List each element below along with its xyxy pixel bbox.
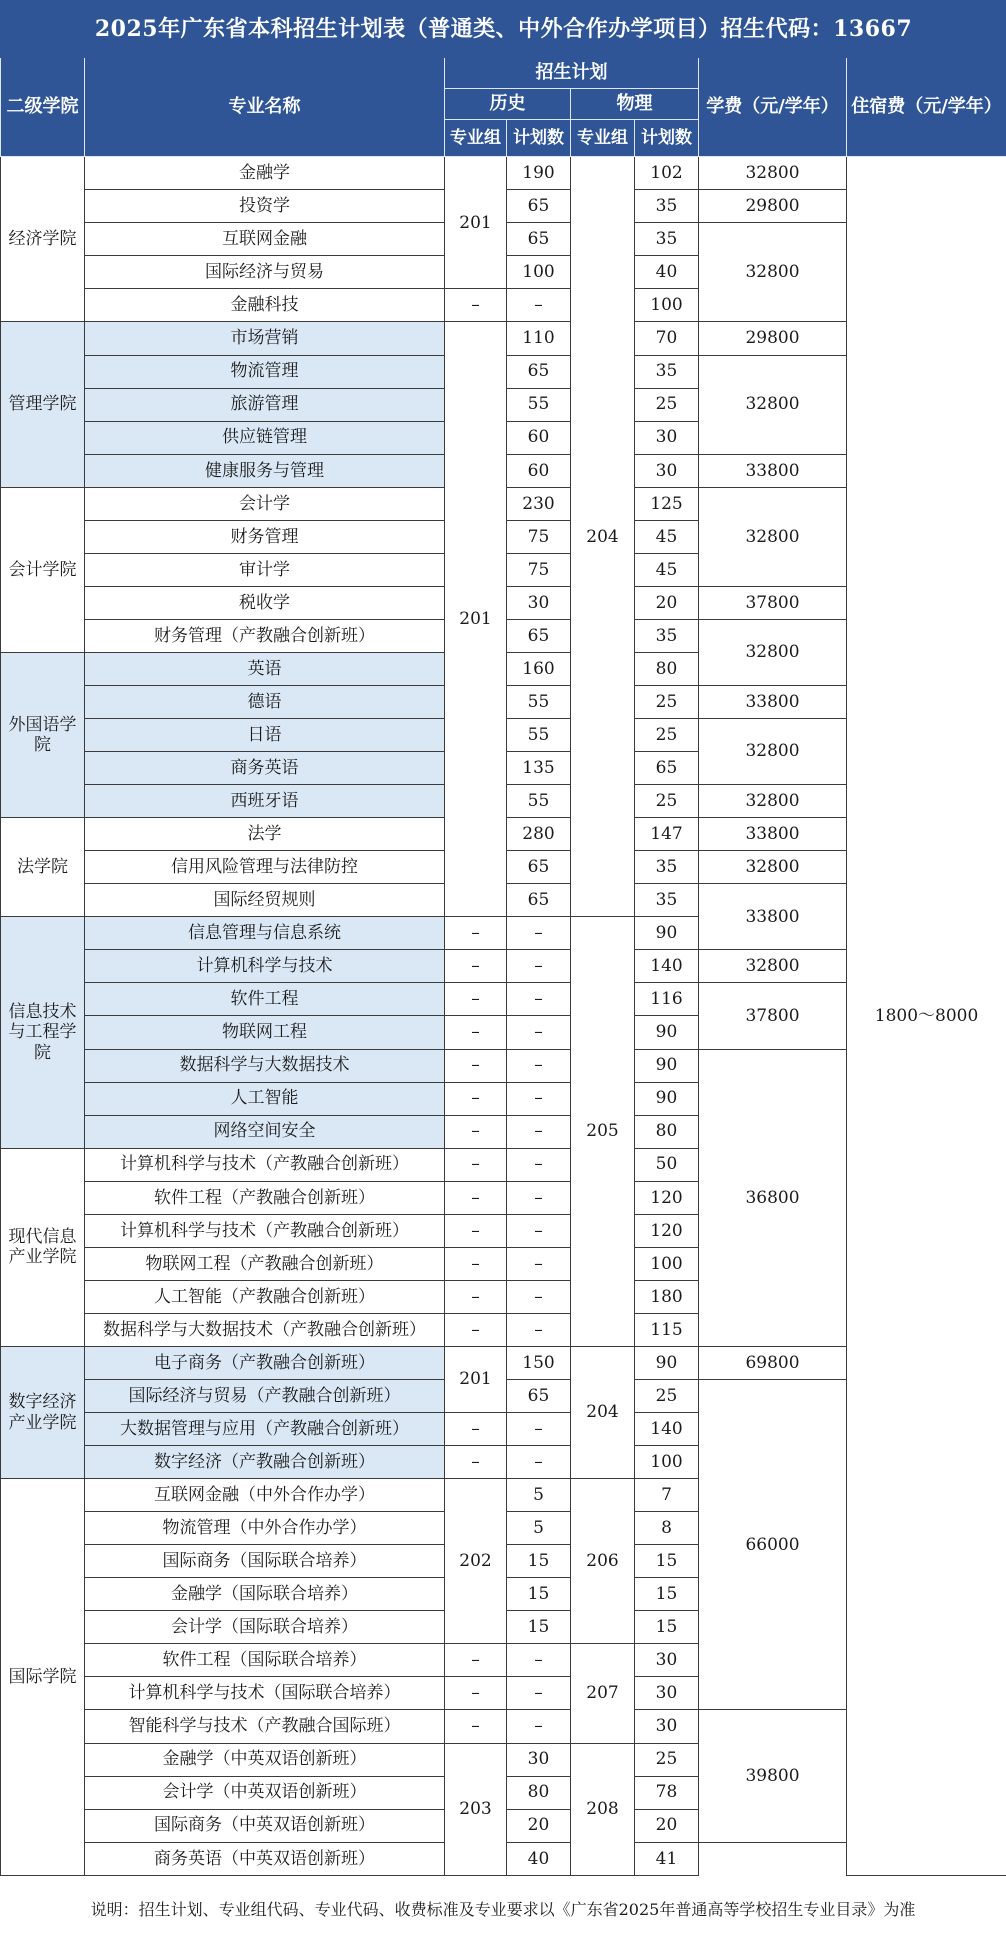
college-name: 经济学院 [1,157,85,322]
major-name: 市场营销 [85,322,445,355]
history-count: 135 [507,752,571,785]
physics-count: 35 [635,190,699,223]
header-lodging: 住宿费（元/学年） [847,58,1006,157]
history-count: 65 [507,190,571,223]
history-group: – [445,1677,507,1710]
history-group: – [445,950,507,983]
history-count: – [507,1313,571,1346]
major-name: 计算机科学与技术 [85,950,445,983]
major-name: 智能科学与技术（产教融合国际班） [85,1710,445,1743]
physics-count: 35 [635,619,699,652]
physics-count: 25 [635,785,699,818]
history-count: – [507,1181,571,1214]
history-group: – [445,1644,507,1677]
header-tuition: 学费（元/学年） [699,58,847,157]
history-group: – [445,1446,507,1479]
major-name: 金融学 [85,157,445,190]
physics-count: 15 [635,1611,699,1644]
tuition-fee: 33800 [699,454,847,487]
history-count: 55 [507,785,571,818]
history-group: – [445,917,507,950]
major-name: 金融学（国际联合培养） [85,1578,445,1611]
physics-count: 100 [635,289,699,322]
physics-count: 35 [635,884,699,917]
history-count: 15 [507,1545,571,1578]
history-group: 201 [445,1346,507,1412]
major-name: 国际经济与贸易（产教融合创新班） [85,1379,445,1412]
physics-count: 25 [635,388,699,421]
college-name: 国际学院 [1,1479,85,1876]
lodging-fee: 1800～8000 [847,157,1006,1876]
physics-count: 80 [635,652,699,685]
tuition-fee: 37800 [699,586,847,619]
tuition-fee: 32800 [699,487,847,586]
major-name: 信用风险管理与法律防控 [85,851,445,884]
physics-count: 100 [635,1446,699,1479]
physics-group: 207 [571,1644,635,1743]
history-group: – [445,1710,507,1743]
physics-count: 90 [635,917,699,950]
physics-count: 20 [635,586,699,619]
history-group: – [445,1214,507,1247]
physics-count: 35 [635,223,699,256]
physics-count: 30 [635,1644,699,1677]
major-name: 国际经济与贸易 [85,256,445,289]
physics-group: 204 [571,1346,635,1478]
history-count: – [507,1644,571,1677]
history-count: 110 [507,322,571,355]
tuition-fee: 39800 [699,1710,847,1842]
physics-count: 115 [635,1313,699,1346]
history-group: – [445,1280,507,1313]
major-name: 商务英语 [85,752,445,785]
physics-count: 25 [635,686,699,719]
header-major: 专业名称 [85,58,445,157]
major-name: 国际商务（中英双语创新班） [85,1809,445,1842]
physics-count: 90 [635,1016,699,1049]
physics-count: 30 [635,454,699,487]
history-count: 15 [507,1578,571,1611]
major-name: 健康服务与管理 [85,454,445,487]
history-group: 203 [445,1743,507,1876]
major-name: 人工智能（产教融合创新班） [85,1280,445,1313]
history-count: 150 [507,1346,571,1379]
history-count: – [507,1082,571,1115]
tuition-fee: 32800 [699,355,847,454]
physics-count: 140 [635,1413,699,1446]
physics-count: 147 [635,818,699,851]
physics-count: 30 [635,1710,699,1743]
history-group: – [445,1413,507,1446]
tuition-fee: 37800 [699,983,847,1049]
history-count: – [507,1677,571,1710]
header-history-count: 计划数 [507,120,571,157]
history-count: 65 [507,884,571,917]
major-name: 物联网工程 [85,1016,445,1049]
major-name: 软件工程（国际联合培养） [85,1644,445,1677]
major-name: 西班牙语 [85,785,445,818]
history-count: 55 [507,686,571,719]
history-count: – [507,1413,571,1446]
major-name: 大数据管理与应用（产教融合创新班） [85,1413,445,1446]
college-name: 现代信息产业学院 [1,1148,85,1346]
history-count: 30 [507,586,571,619]
history-count: 75 [507,520,571,553]
college-name: 会计学院 [1,487,85,652]
major-name: 计算机科学与技术（产教融合创新班） [85,1148,445,1181]
physics-count: 45 [635,520,699,553]
physics-count: 90 [635,1346,699,1379]
history-group: – [445,1313,507,1346]
college-name: 管理学院 [1,322,85,487]
header-physics: 物理 [571,89,699,120]
major-name: 会计学 [85,487,445,520]
college-name: 信息技术与工程学院 [1,917,85,1148]
physics-group: 205 [571,917,635,1347]
history-count: – [507,1115,571,1148]
physics-count: 45 [635,553,699,586]
history-count: 75 [507,553,571,586]
major-name: 数据科学与大数据技术（产教融合创新班） [85,1313,445,1346]
history-count: – [507,289,571,322]
history-count: 80 [507,1776,571,1809]
history-count: – [507,917,571,950]
major-name: 法学 [85,818,445,851]
tuition-fee: 32800 [699,950,847,983]
tuition-fee: 29800 [699,190,847,223]
tuition-fee: 32800 [699,785,847,818]
tuition-fee: 32800 [699,157,847,190]
physics-count: 40 [635,256,699,289]
table-title: 2025年广东省本科招生计划表（普通类、中外合作办学项目）招生代码：13667 [1,1,1006,58]
major-name: 计算机科学与技术（产教融合创新班） [85,1214,445,1247]
physics-count: 30 [635,1677,699,1710]
tuition-fee: 33800 [699,686,847,719]
header-physics-count: 计划数 [635,120,699,157]
tuition-fee: 33800 [699,818,847,851]
tuition-fee: 29800 [699,322,847,355]
history-count: – [507,1214,571,1247]
physics-count: 15 [635,1578,699,1611]
history-count: 230 [507,487,571,520]
history-count: 160 [507,652,571,685]
header-history-group: 专业组 [445,120,507,157]
college-name: 外国语学院 [1,652,85,817]
major-name: 数字经济（产教融合创新班） [85,1446,445,1479]
history-count: 60 [507,454,571,487]
major-name: 财务管理（产教融合创新班） [85,619,445,652]
major-name: 网络空间安全 [85,1115,445,1148]
physics-count: 15 [635,1545,699,1578]
history-group: – [445,1115,507,1148]
physics-count: 20 [635,1809,699,1842]
history-count: 30 [507,1743,571,1776]
major-name: 信息管理与信息系统 [85,917,445,950]
history-count: 15 [507,1611,571,1644]
physics-count: 125 [635,487,699,520]
physics-count: 140 [635,950,699,983]
major-name: 国际商务（国际联合培养） [85,1545,445,1578]
history-count: 55 [507,388,571,421]
history-group: 201 [445,322,507,917]
history-group: – [445,1247,507,1280]
table-row [1,157,1006,190]
physics-count: 8 [635,1512,699,1545]
major-name: 互联网金融（中外合作办学） [85,1479,445,1512]
major-name: 数据科学与大数据技术 [85,1049,445,1082]
major-name: 金融科技 [85,289,445,322]
college-name: 法学院 [1,818,85,917]
physics-count: 65 [635,752,699,785]
history-count: 65 [507,1379,571,1412]
major-name: 供应链管理 [85,421,445,454]
major-name: 日语 [85,719,445,752]
major-name: 物联网工程（产教融合创新班） [85,1247,445,1280]
history-count: 40 [507,1842,571,1875]
major-name: 国际经贸规则 [85,884,445,917]
major-name: 审计学 [85,553,445,586]
tuition-fee: 36800 [699,1049,847,1346]
history-count: – [507,1148,571,1181]
physics-count: 50 [635,1148,699,1181]
major-name: 互联网金融 [85,223,445,256]
physics-count: 35 [635,355,699,388]
history-count: 280 [507,818,571,851]
history-count: – [507,1247,571,1280]
major-name: 电子商务（产教融合创新班） [85,1346,445,1379]
physics-count: 7 [635,1479,699,1512]
physics-group: 208 [571,1743,635,1876]
history-group: – [445,1016,507,1049]
history-count: 5 [507,1479,571,1512]
major-name: 软件工程（产教融合创新班） [85,1181,445,1214]
history-count: 100 [507,256,571,289]
major-name: 人工智能 [85,1082,445,1115]
major-name: 计算机科学与技术（国际联合培养） [85,1677,445,1710]
college-name: 数字经济产业学院 [1,1346,85,1478]
major-name: 物流管理 [85,355,445,388]
history-count: 190 [507,157,571,190]
physics-count: 25 [635,1379,699,1412]
history-count: – [507,1280,571,1313]
footnote: 说明：招生计划、专业组代码、专业代码、收费标准及专业要求以《广东省2025年普通高等学校招生专业目录》为准 [90,1899,916,1919]
physics-count: 120 [635,1181,699,1214]
physics-count: 70 [635,322,699,355]
major-name: 软件工程 [85,983,445,1016]
physics-count: 25 [635,719,699,752]
physics-count: 120 [635,1214,699,1247]
tuition-fee: 32800 [699,851,847,884]
history-group: 202 [445,1479,507,1644]
major-name: 会计学（中英双语创新班） [85,1776,445,1809]
history-group: 201 [445,157,507,289]
major-name: 税收学 [85,586,445,619]
major-name: 德语 [85,686,445,719]
history-count: – [507,1446,571,1479]
tuition-fee: 32800 [699,619,847,685]
major-name: 旅游管理 [85,388,445,421]
history-count: – [507,1016,571,1049]
history-count: – [507,1710,571,1743]
history-count: 20 [507,1809,571,1842]
header-physics-group: 专业组 [571,120,635,157]
history-count: – [507,983,571,1016]
history-count: 55 [507,719,571,752]
physics-count: 102 [635,157,699,190]
physics-count: 180 [635,1280,699,1313]
physics-count: 78 [635,1776,699,1809]
physics-count: 90 [635,1049,699,1082]
history-group: – [445,1082,507,1115]
history-count: 65 [507,355,571,388]
physics-group: 204 [571,157,635,917]
history-count: 60 [507,421,571,454]
major-name: 会计学（国际联合培养） [85,1611,445,1644]
header-plan: 招生计划 [445,58,699,89]
history-group: – [445,983,507,1016]
history-group: – [445,1049,507,1082]
tuition-fee: 32800 [699,223,847,322]
history-group: – [445,1148,507,1181]
tuition-fee: 66000 [699,1379,847,1709]
physics-count: 30 [635,421,699,454]
physics-count: 35 [635,851,699,884]
major-name: 物流管理（中外合作办学） [85,1512,445,1545]
history-count: – [507,1049,571,1082]
major-name: 商务英语（中英双语创新班） [85,1842,445,1875]
major-name: 投资学 [85,190,445,223]
history-count: – [507,950,571,983]
physics-count: 41 [635,1842,699,1875]
history-group: – [445,1181,507,1214]
header-history: 历史 [445,89,571,120]
major-name: 金融学（中英双语创新班） [85,1743,445,1776]
major-name: 英语 [85,652,445,685]
history-count: 65 [507,619,571,652]
tuition-fee: 32800 [699,719,847,785]
physics-group: 206 [571,1479,635,1644]
history-group: – [445,289,507,322]
physics-count: 100 [635,1247,699,1280]
physics-count: 80 [635,1115,699,1148]
history-count: 65 [507,851,571,884]
physics-count: 25 [635,1743,699,1776]
history-count: 5 [507,1512,571,1545]
header-college: 二级学院 [1,58,85,157]
physics-count: 116 [635,983,699,1016]
history-count: 65 [507,223,571,256]
major-name: 财务管理 [85,520,445,553]
physics-count: 90 [635,1082,699,1115]
tuition-fee: 69800 [699,1346,847,1379]
tuition-fee: 33800 [699,884,847,950]
